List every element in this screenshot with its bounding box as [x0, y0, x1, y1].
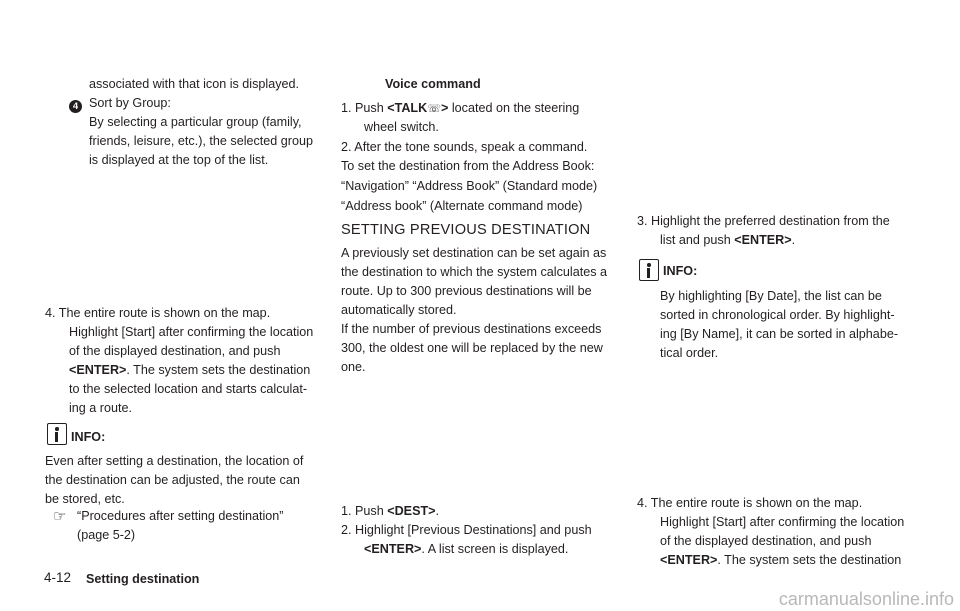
- step-4-line: of the displayed destination, and push: [660, 534, 872, 548]
- paragraph-line: route. Up to 300 previous destinations will be: [341, 284, 592, 298]
- paragraph-line: 300, the oldest one will be replaced by the new: [341, 341, 603, 355]
- text-fragment: list and push: [660, 233, 735, 247]
- info-text: be stored, etc.: [45, 492, 125, 506]
- step-4-line: 4. The entire route is shown on the map.: [637, 496, 863, 510]
- voice-step-2: 2. After the tone sounds, speak a command.: [341, 140, 588, 154]
- step-4-line: to the selected location and starts calculat-: [69, 382, 308, 396]
- paragraph-line: one.: [341, 360, 366, 374]
- item-label: Sort by Group:: [89, 96, 171, 110]
- step-2-line: 2. Highlight [Previous Destinations] and push: [341, 523, 592, 537]
- text-fragment: .: [435, 504, 440, 518]
- text-line: To set the destination from the Address Book:: [341, 159, 595, 173]
- reference-page[interactable]: (page 5-2): [77, 528, 136, 542]
- dest-key-label: <DEST>: [387, 504, 436, 518]
- text-fragment: located on the steering: [448, 101, 580, 115]
- section-title: Setting destination: [86, 572, 200, 586]
- enter-key-label: <ENTER>: [69, 363, 127, 377]
- step-1-line: [341, 502, 439, 521]
- info-label: INFO:: [663, 264, 698, 278]
- text-line: “Navigation” “Address Book” (Standard mode): [341, 179, 598, 193]
- text-line: wheel switch.: [364, 120, 439, 134]
- text-line: “Address book” (Alternate command mode): [341, 199, 583, 213]
- voice-command-title: Voice command: [385, 77, 481, 91]
- enter-key-label: <ENTER>: [660, 553, 718, 567]
- info-text: By highlighting [By Date], the list can be: [660, 289, 882, 303]
- step-4-line: [660, 551, 901, 570]
- info-text: Even after setting a destination, the location of: [45, 454, 304, 468]
- info-text: sorted in chronological order. By highlight-: [660, 308, 895, 322]
- section-heading: SETTING PREVIOUS DESTINATION: [341, 222, 591, 238]
- paragraph-line: If the number of previous destinations exceeds: [341, 322, 602, 336]
- talk-button-label: <TALK: [387, 101, 428, 115]
- text-line: friends, leisure, etc.), the selected group: [89, 134, 314, 148]
- enter-key-label: <ENTER>: [364, 542, 422, 556]
- pointing-hand-icon: ☞: [53, 508, 67, 525]
- step-4-line: Highlight [Start] after confirming the location: [660, 515, 905, 529]
- text-line: is displayed at the top of the list.: [89, 153, 269, 167]
- paragraph-line: automatically stored.: [341, 303, 457, 317]
- watermark: carmanualsonline.info: [778, 589, 954, 609]
- list-item-sort-by-group: [69, 94, 171, 113]
- circled-number-icon: 4: [69, 100, 82, 113]
- info-label: INFO:: [71, 430, 106, 444]
- page-number: 4-12: [44, 570, 72, 585]
- paragraph-line: the destination to which the system calculates a: [341, 265, 608, 279]
- step-4-line: of the displayed destination, and push: [69, 344, 281, 358]
- info-text: the destination can be adjusted, the route can: [45, 473, 300, 487]
- info-text: tical order.: [660, 346, 719, 360]
- step-2-line: [364, 540, 568, 559]
- step-4-line: ing a route.: [69, 401, 133, 415]
- voice-step-1: [341, 99, 579, 119]
- step-4-line: Highlight [Start] after confirming the location: [69, 325, 314, 339]
- text-fragment: . The system sets the destination: [126, 363, 311, 377]
- info-text: ing [By Name], it can be sorted in alphabe-: [660, 327, 899, 341]
- info-icon: [47, 423, 67, 445]
- text-fragment: 1. Push: [341, 101, 388, 115]
- talk-phone-icon: ☏: [427, 103, 441, 115]
- paragraph-line: A previously set destination can be set again as: [341, 246, 607, 260]
- step-3-line: [660, 231, 795, 250]
- text-line: associated with that icon is displayed.: [89, 77, 300, 91]
- step-4-line: 4. The entire route is shown on the map.: [45, 306, 271, 320]
- talk-button-close: >: [440, 101, 449, 115]
- step-3-line: 3. Highlight the preferred destination from the: [637, 214, 890, 228]
- text-fragment: 1. Push: [341, 504, 388, 518]
- text-fragment: . A list screen is displayed.: [421, 542, 569, 556]
- reference-link[interactable]: “Procedures after setting destination”: [77, 509, 284, 523]
- info-icon: [639, 259, 659, 281]
- text-fragment: .: [791, 233, 796, 247]
- enter-key-label: <ENTER>: [734, 233, 792, 247]
- step-4-line: [69, 361, 310, 380]
- text-line: By selecting a particular group (family,: [89, 115, 302, 129]
- text-fragment: . The system sets the destination: [717, 553, 902, 567]
